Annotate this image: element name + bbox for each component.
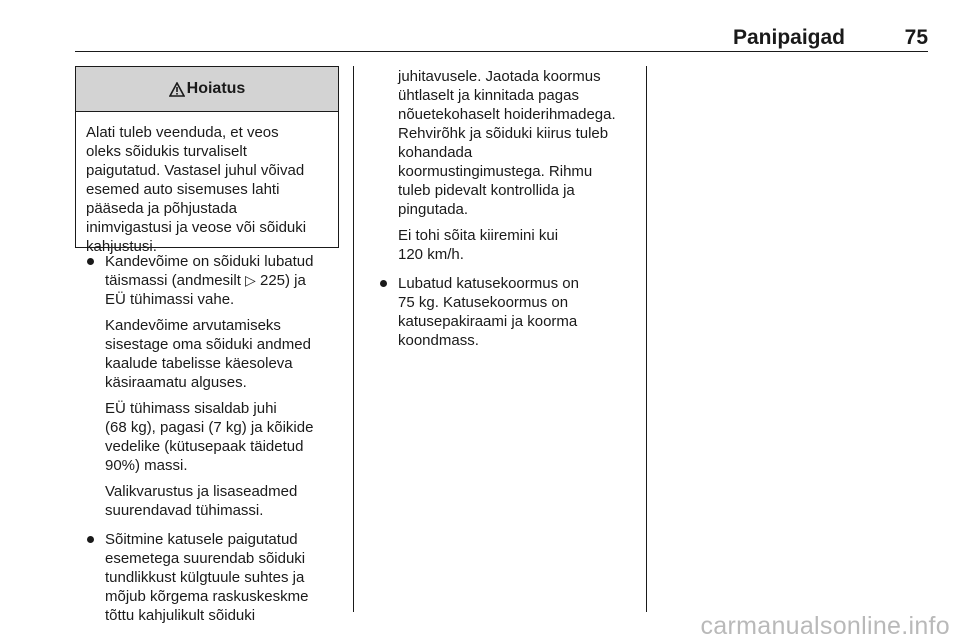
- text-line: Valikvarustus ja lisaseadmed: [105, 483, 298, 500]
- text-line: inimvigastusi ja veose või sõiduki: [86, 219, 307, 236]
- bullet-item-roof-load: [76, 530, 346, 625]
- text-line: Sõitmine katusele paigutatud: [105, 531, 298, 548]
- text-line: 75 kg. Katusekoormus on: [398, 294, 569, 311]
- text-line: tuleb pidevalt kontrollida ja: [398, 182, 575, 199]
- paragraph: [105, 316, 346, 392]
- header-rule: [75, 51, 928, 52]
- text-line: nõuetekohaselt hoiderihmadega.: [398, 106, 616, 123]
- page-reference-arrow-icon: ▷: [245, 272, 256, 288]
- text-line: kaalude tabelisse käesoleva: [105, 355, 293, 372]
- text-line: 90%) massi.: [105, 457, 188, 474]
- text-line: EÜ tühimassi vahe.: [105, 291, 235, 308]
- watermark: carmanualsonline.info: [700, 612, 950, 640]
- bullet-item-payload: [76, 252, 346, 520]
- text-line: Rehvirõhk ja sõiduki kiirus tuleb: [398, 125, 609, 142]
- text-line: paigutatud. Vastasel juhul võivad: [86, 162, 305, 179]
- text-line: esemed auto sisemuses lahti: [86, 181, 280, 198]
- text-line: vedelike (kütusepaak täidetud: [105, 438, 304, 455]
- warning-triangle-icon: [169, 82, 185, 97]
- text-fragment: 225) ja: [255, 272, 306, 289]
- text-line: pingutada.: [398, 201, 469, 218]
- text-line: Kandevõime on sõiduki lubatud: [105, 253, 314, 270]
- warning-box: [75, 66, 339, 255]
- text-line: kohandada: [398, 144, 473, 161]
- text-line: oleks sõidukis turvaliselt: [86, 143, 247, 160]
- bullet-dot: [87, 258, 94, 265]
- text-line: sisestage oma sõiduki andmed: [105, 336, 311, 353]
- column-divider-left: [353, 66, 354, 612]
- text-line: Ei tohi sõita kiiremini kui: [398, 227, 559, 244]
- paragraph: [398, 274, 644, 350]
- paragraph: [398, 67, 644, 219]
- warning-title: Hoiatus: [186, 80, 246, 97]
- section-title: Panipaigad: [732, 26, 845, 49]
- continued-paragraph: [369, 67, 644, 264]
- text-line: tõttu kahjulikult sõiduki: [105, 607, 256, 624]
- paragraph: [398, 226, 644, 264]
- left-column: [76, 252, 346, 625]
- bullet-item-roof-load-limit: [369, 274, 644, 350]
- bullet-dot: [87, 536, 94, 543]
- text-line: ühtlaselt ja kinnitada pagas: [398, 87, 579, 104]
- text-line: koormustingimustega. Rihmu: [398, 163, 593, 180]
- page-number: 75: [904, 26, 928, 49]
- paragraph: [105, 530, 346, 625]
- text-line: Alati tuleb veenduda, et veos: [86, 124, 279, 141]
- text-line: EÜ tühimass sisaldab juhi: [105, 400, 277, 417]
- bullet-dot: [380, 280, 387, 287]
- text-line: Lubatud katusekoormus on: [398, 275, 579, 292]
- text-line: esemetega suurendab sõiduki: [105, 550, 306, 567]
- text-line: [105, 271, 346, 290]
- paragraph: [105, 482, 346, 520]
- right-column: [369, 67, 644, 350]
- text-line: mõjub kõrgema raskuskeskme: [105, 588, 309, 605]
- text-line: pääseda ja põhjustada: [86, 200, 237, 217]
- warning-header: [76, 67, 338, 112]
- text-line: 120 km/h.: [398, 246, 464, 263]
- text-line: suurendavad tühimassi.: [105, 502, 264, 519]
- text-line: katusepakiraami ja koorma: [398, 313, 578, 330]
- text-line: Kandevõime arvutamiseks: [105, 317, 281, 334]
- text-line: kahjustusi.: [86, 238, 157, 255]
- text-line: käsiraamatu alguses.: [105, 374, 247, 391]
- text-fragment: täismassi (andmesilt: [105, 272, 246, 289]
- paragraph: [105, 399, 346, 475]
- text-line: tundlikkust külgtuule suhtes ja: [105, 569, 305, 586]
- text-line: (68 kg), pagasi (7 kg) ja kõikide: [105, 419, 314, 436]
- paragraph: [105, 252, 346, 309]
- page-header: [75, 26, 928, 50]
- text-line: koondmass.: [398, 332, 479, 349]
- column-divider-right: [646, 66, 647, 612]
- text-line: juhitavusele. Jaotada koormus: [398, 68, 601, 85]
- warning-text: [76, 112, 338, 256]
